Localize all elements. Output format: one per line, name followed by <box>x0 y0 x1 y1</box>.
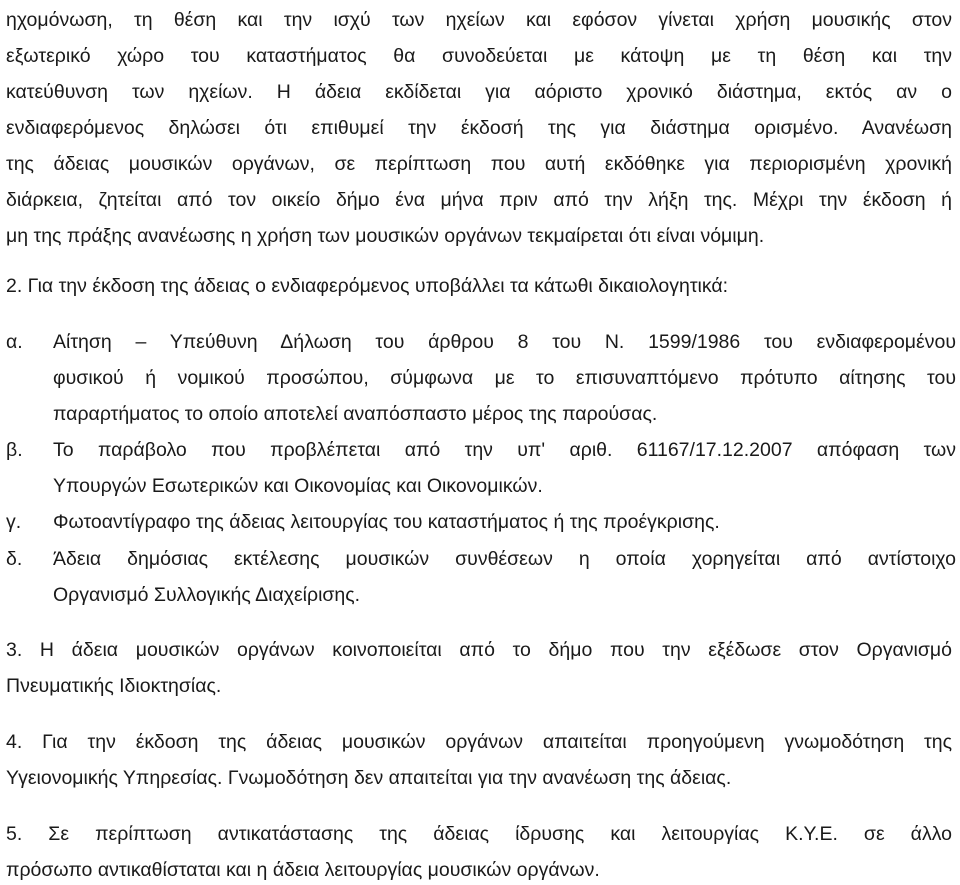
section-5-line-1: 5. Σε περίπτωση αντικατάστασης της άδειας ίδρυσης και λειτουργίας Κ.Υ.Ε. σε άλλο <box>6 823 952 845</box>
item-d-line-1: Άδεια δημόσιας εκτέλεσης μουσικών συνθέσεων η οποία χορηγείται από αντίστοιχο <box>53 548 956 570</box>
intro-line-3: κατεύθυνση των ηχείων. Η άδεια εκδίδεται για αόριστο χρονικό διάστημα, εκτός αν ο <box>6 81 952 103</box>
intro-line-4: ενδιαφερόμενος δηλώσει ότι επιθυμεί την έκδοσή της για διάστημα ορισμένο. Ανανέωση <box>6 117 952 139</box>
item-a-label: α. <box>6 331 23 353</box>
intro-line-6: διάρκεια, ζητείται από τον οικείο δήμο ένα μήνα πριν από την λήξη της. Μέχρι την έκδοση ή <box>6 189 952 211</box>
item-b-line-1: Το παράβολο που προβλέπεται από την υπ' αριθ. 61167/17.12.2007 απόφαση των <box>53 439 956 461</box>
section-5-line-2: πρόσωπο αντικαθίσταται και η άδεια λειτουργίας μουσικών οργάνων. <box>6 859 600 881</box>
item-d-label: δ. <box>6 548 23 570</box>
intro-line-5: της άδειας μουσικών οργάνων, σε περίπτωση που αυτή εκδόθηκε για περιορισμένη χρονική <box>6 153 952 175</box>
item-a-line-2: φυσικού ή νομικού προσώπου, σύμφωνα με το επισυναπτόμενο πρότυπο αίτησης του <box>53 367 956 389</box>
intro-line-2: εξωτερικό χώρο του καταστήματος θα συνοδεύεται με κάτοψη με τη θέση και την <box>6 45 952 67</box>
section-4-line-1: 4. Για την έκδοση της άδειας μουσικών οργάνων απαιτείται προηγούμενη γνωμοδότηση της <box>6 731 952 753</box>
section-2-heading: 2. Για την έκδοση της άδειας ο ενδιαφερόμενος υποβάλλει τα κάτωθι δικαιολογητικά: <box>6 275 729 297</box>
item-b-line-2: Υπουργών Εσωτερικών και Οικονομίας και Οικονομικών. <box>53 475 543 497</box>
item-d-line-2: Οργανισμό Συλλογικής Διαχείρισης. <box>53 584 361 606</box>
section-3-line-1: 3. Η άδεια μουσικών οργάνων κοινοποιείται από το δήμο που την εξέδωσε στον Οργανισμό <box>6 639 952 661</box>
section-4-line-2: Υγειονομικής Υπηρεσίας. Γνωμοδότηση δεν απαιτείται για την ανανέωση της άδειας. <box>6 767 732 789</box>
item-b-label: β. <box>6 439 23 461</box>
intro-line-7: μη της πράξης ανανέωσης η χρήση των μουσικών οργάνων τεκμαίρεται ότι είναι νόμιμη. <box>6 225 765 247</box>
section-3-line-2: Πνευματικής Ιδιοκτησίας. <box>6 675 222 697</box>
item-a-line-3: παραρτήματος το οποίο αποτελεί αναπόσπαστο μέρος της παρούσας. <box>53 403 658 425</box>
item-c-line-1: Φωτοαντίγραφο της άδειας λειτουργίας του καταστήματος ή της προέγκρισης. <box>53 511 720 533</box>
item-a-line-1: Αίτηση – Υπεύθυνη Δήλωση του άρθρου 8 του Ν. 1599/1986 του ενδιαφερομένου <box>53 331 956 353</box>
intro-line-1: ηχομόνωση, τη θέση και την ισχύ των ηχείων και εφόσον γίνεται χρήση μουσικής στον <box>6 9 952 31</box>
item-c-label: γ. <box>6 511 22 533</box>
